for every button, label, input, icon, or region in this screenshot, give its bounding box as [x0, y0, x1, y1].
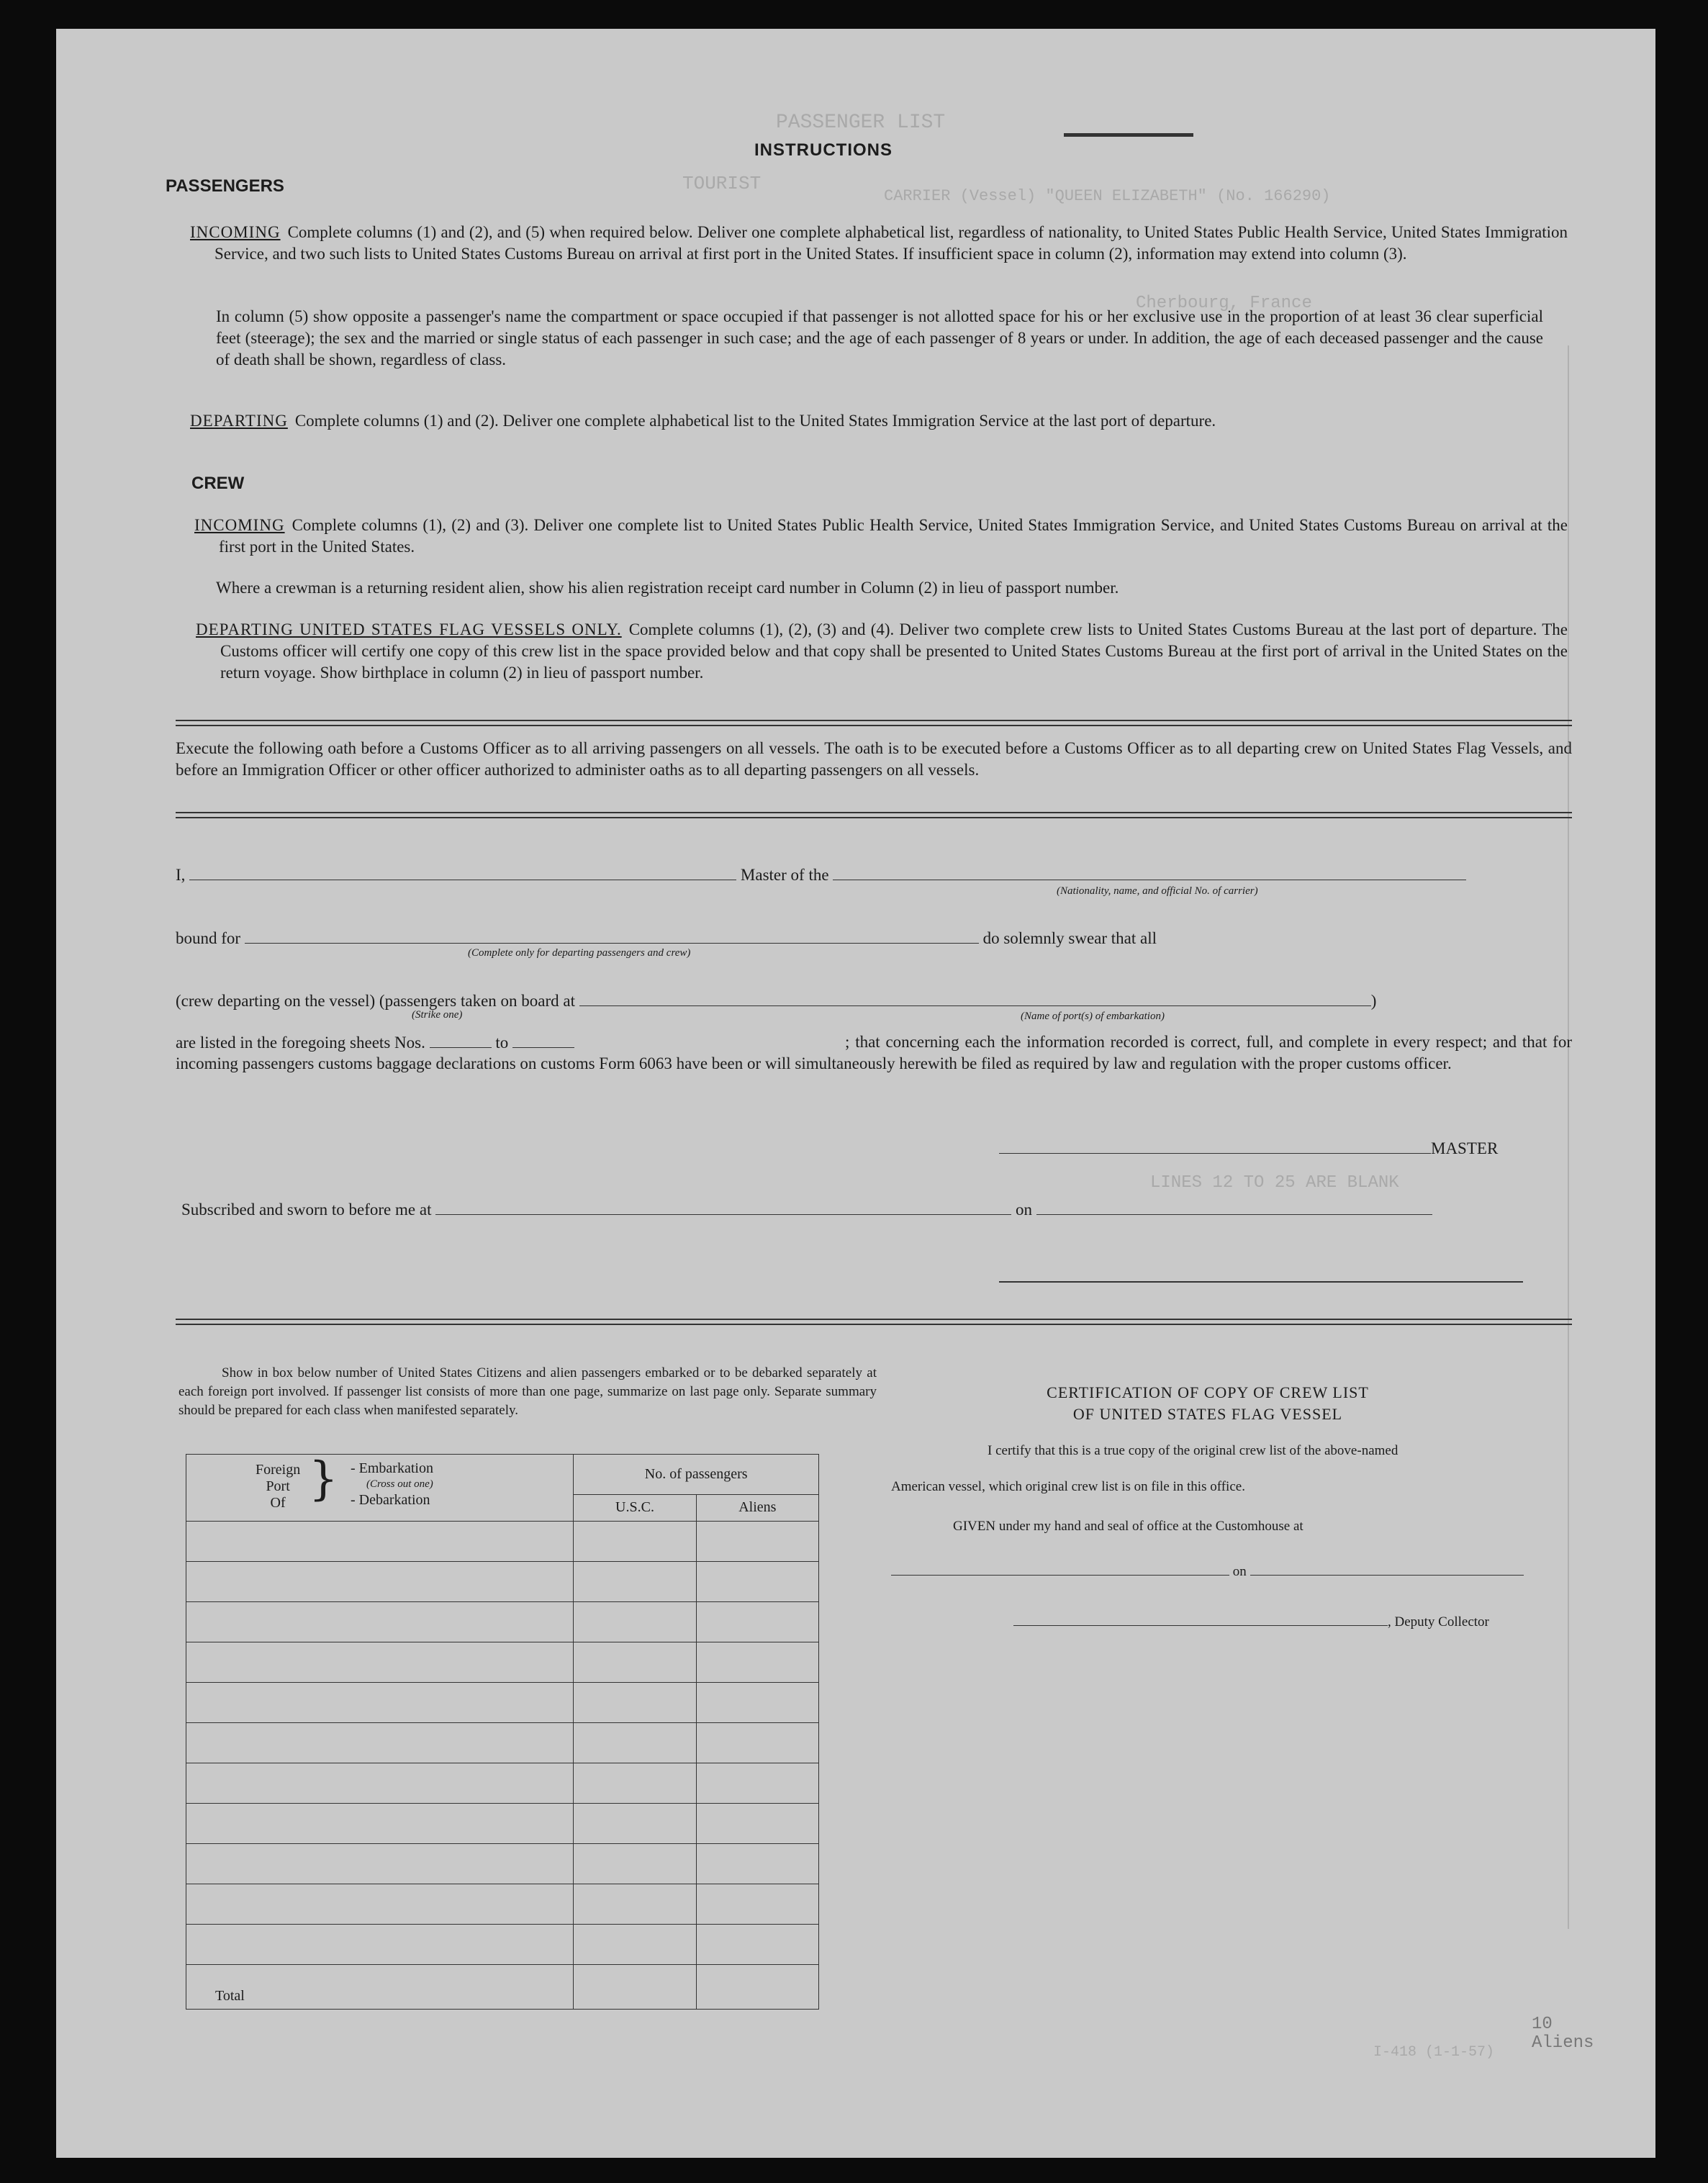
- port-cell[interactable]: [186, 1844, 574, 1884]
- foreign-word: Foreign: [256, 1462, 301, 1478]
- crew-incoming-text: Complete columns (1), (2) and (3). Deliver one complete list to United States Public Health Service, United States Immigration Service, and United States Customs Bureau on arrival at the first port in the United States.: [219, 516, 1568, 556]
- bleed-aliens: 10 Aliens: [1532, 2015, 1594, 2053]
- aliens-cell[interactable]: [696, 1522, 818, 1562]
- document-page: [56, 29, 1655, 2158]
- bleed-form-no: I-418 (1-1-57): [1373, 2044, 1495, 2061]
- table-row: [186, 1522, 819, 1562]
- aliens-cell[interactable]: [696, 1804, 818, 1844]
- aliens-cell[interactable]: [696, 1562, 818, 1602]
- aliens-cell[interactable]: [696, 1723, 818, 1763]
- crew-alien-paragraph: Where a crewman is a returning resident alien, show his alien registration receipt card number in Column (2) in lieu of passport number.: [216, 579, 1119, 597]
- port-cell[interactable]: [186, 1683, 574, 1723]
- column5-paragraph: In column (5) show opposite a passenger's name the compartment or space occupied if that passenger is not allotted space for his or her exclusive use in the proportion of at least 36 clear superficial feet (steerage); the sex and the married or single status of each passenger in such case; and the age of each passenger of 8 years or under. In addition, the age of each deceased passenger and the cause of death shall be shown, regardless of class.: [216, 307, 1543, 369]
- master-label: MASTER: [1431, 1139, 1499, 1157]
- bleed-carrier: CARRIER (Vessel) "QUEEN ELIZABETH" (No. 166290): [884, 187, 1331, 205]
- bleed-tourist: TOURIST: [682, 173, 762, 194]
- usc-cell[interactable]: [574, 1763, 696, 1804]
- close-paren: ): [1370, 992, 1377, 1010]
- crew-incoming-label: INCOMING: [194, 516, 285, 534]
- oath-line-1: [176, 864, 1466, 885]
- passengers-incoming-label: INCOMING: [190, 223, 281, 241]
- swear-text: do solemnly swear that all: [982, 929, 1157, 947]
- redaction-mark: [1064, 133, 1193, 137]
- usc-cell[interactable]: [574, 1844, 696, 1884]
- usc-cell[interactable]: [574, 1804, 696, 1844]
- bleed-cherbourg: Cherbourg, France: [1136, 294, 1312, 313]
- passengers-incoming-text: Complete columns (1) and (2), and (5) when required below. Deliver one complete alphabetical list, regardless of nationality, to United States Public Health Service, United States Immigration Service, and two such lists to United States Customs Bureau on arrival at first port in the United States. If insufficient space in column (2), information may extend into column (3).: [214, 223, 1568, 263]
- crew-departing-label: DEPARTING UNITED STATES FLAG VESSELS ONLY.: [196, 620, 622, 638]
- oath-line-2: [176, 927, 1157, 948]
- carrier-caption: (Nationality, name, and official No. of carrier): [1057, 885, 1258, 897]
- aliens-cell[interactable]: [696, 1884, 818, 1925]
- embarkation-option[interactable]: - Embarkation: [351, 1460, 433, 1476]
- subscribed-on-label: on: [1015, 1201, 1032, 1219]
- certification-on-label: on: [1232, 1564, 1247, 1579]
- port-cell[interactable]: [186, 1723, 574, 1763]
- divider-top: [176, 720, 1572, 726]
- certification-title-line-2: OF UNITED STATES FLAG VESSEL: [1072, 1405, 1343, 1423]
- usc-cell[interactable]: [574, 1683, 696, 1723]
- bleed-lines-blank: LINES 12 TO 25 ARE BLANK: [1150, 1173, 1399, 1193]
- oath-line-3: [176, 990, 1376, 1011]
- strike-one-caption: (Strike one): [412, 1009, 463, 1021]
- port-cell[interactable]: [186, 1804, 574, 1844]
- usc-cell[interactable]: [574, 1562, 696, 1602]
- port-cell[interactable]: [186, 1884, 574, 1925]
- carrier-blank[interactable]: [833, 864, 1466, 880]
- port-cell[interactable]: [186, 1602, 574, 1642]
- crew-departing-text: Complete columns (1), (2), (3) and (4). Deliver two complete crew lists to United States Customs Bureau at the last port of departure. The Customs officer will certify one copy of this crew list in the space provided below and that copy shall be presented to United States Customs Bureau at the first port of arrival in the United States on the return voyage. Show birthplace in column (2) in lieu of passport number.: [220, 620, 1568, 682]
- table-row: [186, 1602, 819, 1642]
- table-row: [186, 1642, 819, 1683]
- subscribed-place-blank[interactable]: [435, 1198, 1011, 1215]
- table-row: [186, 1723, 819, 1763]
- aliens-cell[interactable]: [696, 1763, 818, 1804]
- summary-table: [186, 1454, 819, 2010]
- aliens-cell[interactable]: [696, 1844, 818, 1884]
- certification-date-blank[interactable]: [1250, 1562, 1524, 1576]
- subscribed-date-blank[interactable]: [1036, 1198, 1432, 1215]
- certify-line-1: I certify that this is a true copy of the original crew list of the above-named: [988, 1443, 1399, 1458]
- passengers-incoming-paragraph: [190, 222, 1568, 265]
- cross-out-note: (Cross out one): [366, 1478, 433, 1490]
- subscribed-line: [181, 1198, 1432, 1219]
- crew-incoming-paragraph: [194, 515, 1568, 558]
- passengers-heading: PASSENGERS: [166, 176, 284, 196]
- oath-i-label: I,: [176, 866, 186, 884]
- port-cell[interactable]: [186, 1763, 574, 1804]
- table-row: [186, 1925, 819, 1965]
- divider-oath: [176, 812, 1572, 818]
- aliens-cell[interactable]: [696, 1642, 818, 1683]
- usc-cell[interactable]: [574, 1884, 696, 1925]
- total-label: Total: [186, 1965, 574, 2010]
- port-word: Port: [266, 1478, 290, 1494]
- aliens-cell[interactable]: [696, 1602, 818, 1642]
- brace-icon: }: [309, 1452, 338, 1506]
- bound-for-label: bound for: [176, 929, 241, 947]
- foreign-port-of: [256, 1462, 300, 1511]
- usc-cell[interactable]: [574, 1925, 696, 1965]
- certify-line-2: American vessel, which original crew list is on file in this office.: [891, 1479, 1245, 1494]
- port-caption: (Name of port(s) of embarkation): [1021, 1011, 1165, 1022]
- of-word: Of: [270, 1495, 286, 1511]
- page-title: INSTRUCTIONS: [754, 140, 893, 160]
- crew-departing-paragraph: [196, 619, 1568, 684]
- port-cell[interactable]: [186, 1925, 574, 1965]
- officer-signature-blank[interactable]: [999, 1281, 1523, 1283]
- master-signature-blank[interactable]: [999, 1137, 1431, 1154]
- usc-cell[interactable]: [574, 1642, 696, 1683]
- oath-intro: Execute the following oath before a Customs Officer as to all arriving passengers on all vessels. The oath is to be executed before a Customs Officer as to all departing crew on United States Flag Vessels, and before an Immigration Officer or other officer authorized to administer oaths as to all departing passengers on all vessels.: [176, 739, 1572, 779]
- crew-heading: CREW: [191, 474, 245, 493]
- bleed-column-rule: [1568, 345, 1569, 1929]
- usc-cell[interactable]: [574, 1602, 696, 1642]
- aliens-total-cell[interactable]: [696, 1965, 818, 2010]
- table-row: [186, 1763, 819, 1804]
- deputy-collector-label: , Deputy Collector: [1388, 1614, 1489, 1630]
- divider-bottom: [176, 1319, 1572, 1325]
- certification-title-line-1: CERTIFICATION OF COPY OF CREW LIST: [1047, 1383, 1369, 1401]
- bleed-passenger-list: PASSENGER LIST: [776, 112, 946, 134]
- subscribed-text: Subscribed and sworn to before me at: [181, 1201, 432, 1219]
- passengers-departing-label: DEPARTING: [190, 412, 288, 430]
- port-header-cell: [186, 1452, 574, 1522]
- passengers-departing-paragraph: [190, 410, 1568, 432]
- table-row: [186, 1562, 819, 1602]
- bound-caption: (Complete only for departing passengers and crew): [468, 947, 691, 959]
- usc-header: U.S.C.: [574, 1494, 696, 1521]
- crew-passengers-text: (crew departing on the vessel) (passengers taken on board at: [176, 992, 575, 1010]
- usc-cell[interactable]: [574, 1522, 696, 1562]
- master-of-label: Master of the: [740, 866, 829, 884]
- aliens-header: Aliens: [696, 1494, 818, 1521]
- table-row: [186, 1844, 819, 1884]
- table-row: [186, 1804, 819, 1844]
- are-listed-text: are listed in the foregoing sheets Nos.: [176, 1034, 425, 1052]
- port-cell[interactable]: [186, 1642, 574, 1683]
- no-of-passengers-header: No. of passengers: [574, 1455, 819, 1495]
- given-line: GIVEN under my hand and seal of office at the Customhouse at: [953, 1519, 1303, 1534]
- master-name-blank[interactable]: [189, 864, 736, 880]
- master-signature-line: [999, 1137, 1498, 1158]
- embarkation-port-blank[interactable]: [579, 990, 1371, 1006]
- to-text: to: [495, 1034, 509, 1052]
- port-cell[interactable]: [186, 1562, 574, 1602]
- total-row: [186, 1965, 819, 2010]
- summary-note: Show in box below number of United States Citizens and alien passengers embarked or to be debarked separately at each foreign port involved. If passenger list consists of more than one page, summarize on last page only. Separate summary should be prepared for each class when manifested separately.: [179, 1365, 877, 1418]
- usc-cell[interactable]: [574, 1723, 696, 1763]
- oath-listed-rest: ; that concerning each the information recorded is correct, full, and complete in every respect; and that for incoming passengers customs baggage declarations on customs Form 6063 have been or will simultaneously herewith be filed as required by law and regulation with the proper customs officer.: [176, 1033, 1572, 1072]
- customhouse-blank[interactable]: [891, 1562, 1229, 1576]
- usc-total-cell[interactable]: [574, 1965, 696, 2010]
- embark-options: [351, 1460, 433, 1508]
- deputy-signature-blank[interactable]: [1013, 1612, 1388, 1626]
- customhouse-date-line: [891, 1562, 1524, 1580]
- deputy-collector-line: [1013, 1612, 1489, 1630]
- table-row: [186, 1683, 819, 1723]
- passengers-departing-text: Complete columns (1) and (2). Deliver one complete alphabetical list to the United States Immigration Service at the last port of departure.: [294, 412, 1216, 430]
- port-cell[interactable]: [186, 1522, 574, 1562]
- table-row: [186, 1884, 819, 1925]
- aliens-cell[interactable]: [696, 1925, 818, 1965]
- certification-title: [949, 1382, 1467, 1425]
- aliens-cell[interactable]: [696, 1683, 818, 1723]
- debarkation-option[interactable]: - Debarkation: [351, 1492, 430, 1508]
- bound-for-blank[interactable]: [245, 927, 979, 944]
